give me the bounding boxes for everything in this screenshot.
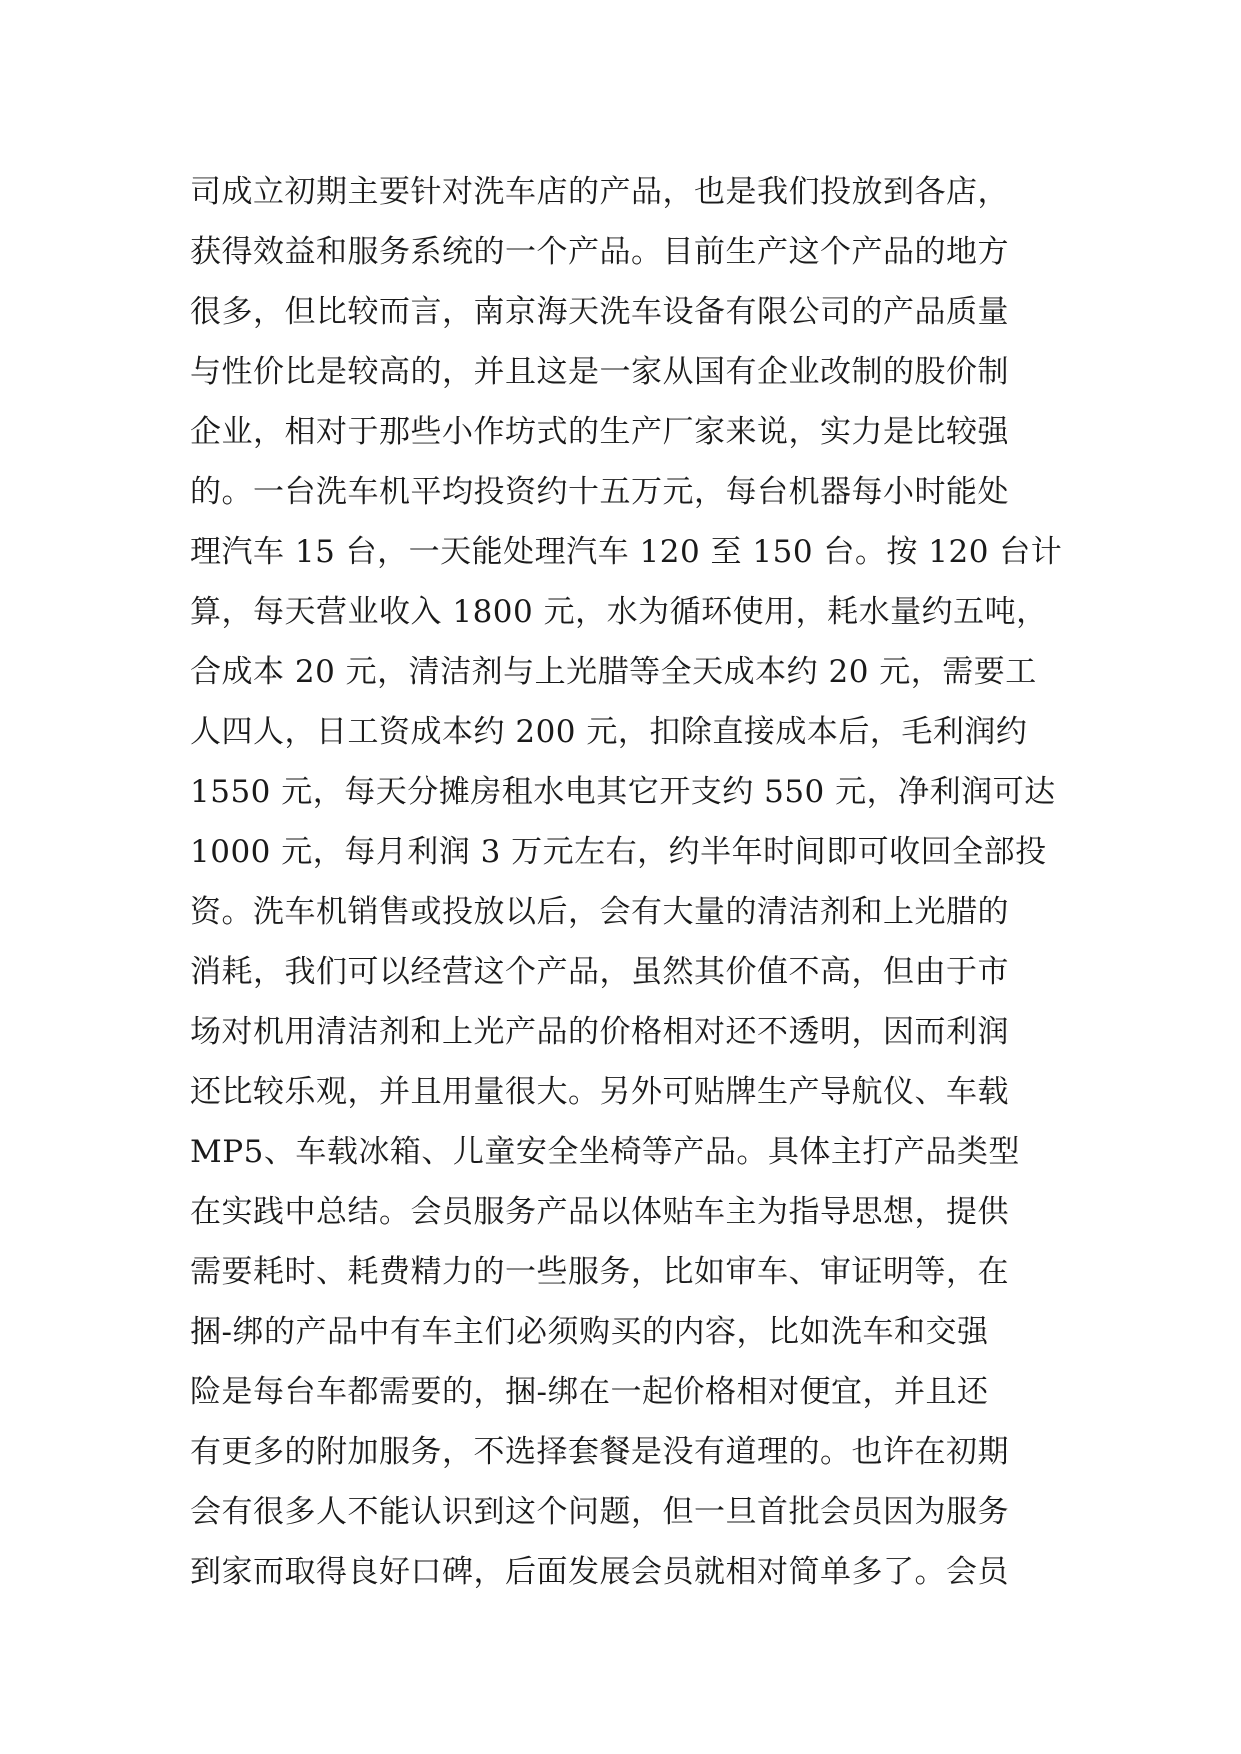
text-line: 1000 元，每月利润 3 万元左右，约半年时间即可收回全部投 [190, 834, 1047, 870]
text-line: 会有很多人不能认识到这个问题，但一旦首批会员因为服务 [190, 1494, 1009, 1530]
text-line: 人四人，日工资成本约 200 元，扣除直接成本后，毛利润约 [190, 714, 1028, 750]
text-line: 司成立初期主要针对洗车店的产品，也是我们投放到各店， [190, 174, 1009, 210]
body-text [190, 162, 1070, 1602]
text-line: 资。洗车机销售或投放以后，会有大量的清洁剂和上光腊的 [190, 894, 1009, 930]
text-line: 获得效益和服务系统的一个产品。目前生产这个产品的地方 [190, 234, 1009, 270]
text-line: 理汽车 15 台，一天能处理汽车 120 至 150 台。按 120 台计 [190, 534, 1063, 570]
text-line: 很多，但比较而言，南京海天洗车设备有限公司的产品质量 [190, 294, 1009, 330]
text-line: 还比较乐观，并且用量很大。另外可贴牌生产导航仪、车载 [190, 1074, 1009, 1110]
text-line: 算，每天营业收入 1800 元，水为循环使用，耗水量约五吨， [190, 594, 1048, 630]
text-line: 企业，相对于那些小作坊式的生产厂家来说，实力是比较强 [190, 414, 1009, 450]
text-line: 场对机用清洁剂和上光产品的价格相对还不透明，因而利润 [190, 1014, 1009, 1050]
text-line: MP5、车载冰箱、儿童安全坐椅等产品。具体主打产品类型 [190, 1134, 1020, 1170]
text-line: 在实践中总结。会员服务产品以体贴车主为指导思想，提供 [190, 1194, 1009, 1230]
text-line: 消耗，我们可以经营这个产品，虽然其价值不高，但由于市 [190, 954, 1009, 990]
text-line: 的。一台洗车机平均投资约十五万元，每台机器每小时能处 [190, 474, 1009, 510]
text-line: 有更多的附加服务，不选择套餐是没有道理的。也许在初期 [190, 1434, 1009, 1470]
text-line: 险是每台车都需要的，捆-绑在一起价格相对便宜，并且还 [190, 1374, 989, 1410]
text-line: 1550 元，每天分摊房租水电其它开支约 550 元，净利润可达 [190, 774, 1056, 810]
text-line: 合成本 20 元，清洁剂与上光腊等全天成本约 20 元，需要工 [190, 654, 1037, 690]
text-line: 到家而取得良好口碑，后面发展会员就相对简单多了。会员 [190, 1554, 1009, 1590]
text-line: 需要耗时、耗费精力的一些服务，比如审车、审证明等，在 [190, 1254, 1009, 1290]
text-line: 与性价比是较高的，并且这是一家从国有企业改制的股价制 [190, 354, 1009, 390]
text-line: 捆-绑的产品中有车主们必须购买的内容，比如洗车和交强 [190, 1314, 989, 1350]
